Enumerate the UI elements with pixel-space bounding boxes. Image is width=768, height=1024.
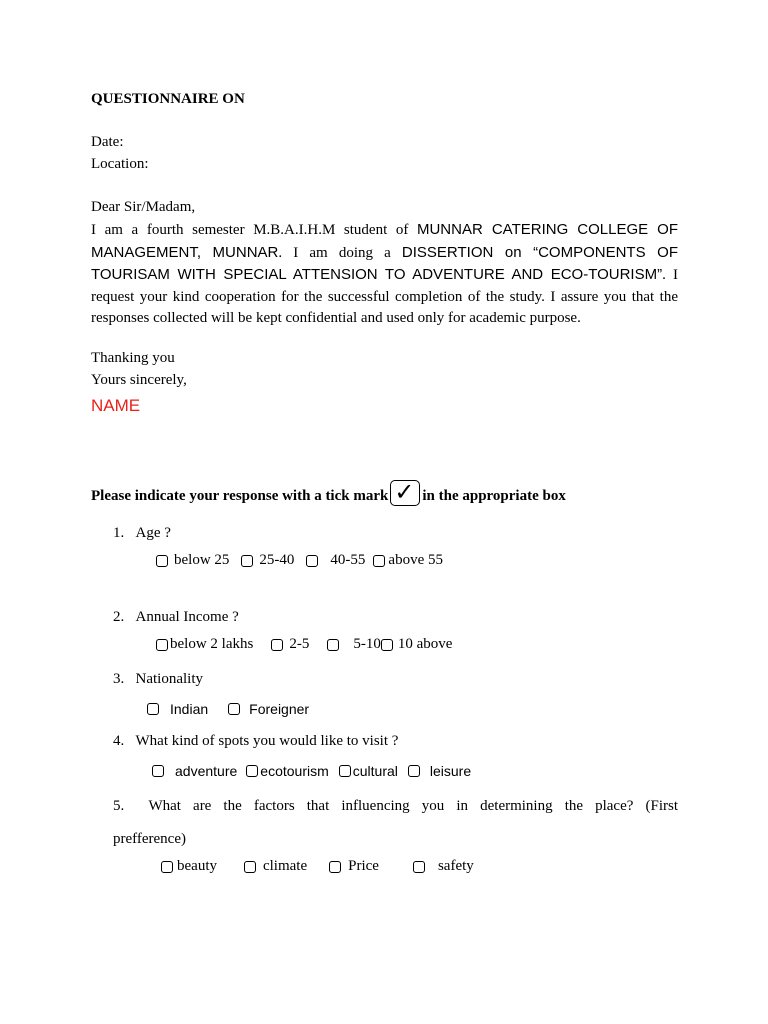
option-label: 40-55 <box>330 552 366 568</box>
question-1-options <box>156 552 443 569</box>
question-text: Nationality <box>135 671 203 687</box>
question-text: What are the factors that influencing you in determining the place? (First <box>148 798 679 814</box>
signature-name: NAME <box>91 396 141 415</box>
checkbox[interactable] <box>244 861 256 873</box>
question-2-options <box>156 636 452 653</box>
checkbox[interactable] <box>228 703 240 715</box>
option-adventure[interactable] <box>152 763 237 779</box>
check-icon: ✓ <box>394 478 415 506</box>
checkbox[interactable] <box>271 639 283 651</box>
option-label: 25-40 <box>259 552 295 568</box>
instructions-after: in the appropriate box <box>422 488 566 504</box>
option-label: Price <box>348 858 379 874</box>
option-label: 5-10 <box>353 636 381 652</box>
option-label: 10 above <box>397 636 453 652</box>
checkbox[interactable] <box>246 765 258 777</box>
option-label: cultural <box>352 763 398 779</box>
checkbox[interactable] <box>156 555 168 567</box>
checkbox[interactable] <box>241 555 253 567</box>
checkbox[interactable] <box>152 765 164 777</box>
question-text: Age ? <box>135 525 171 541</box>
option-price[interactable] <box>329 858 379 875</box>
question-text: Annual Income ? <box>135 609 239 625</box>
option-label: adventure <box>175 763 238 779</box>
college-name: MUNNAR CATERING COLLEGE OF MANAGEMENT, MUNNAR <box>91 221 679 261</box>
checkbox[interactable] <box>147 703 159 715</box>
letter-body <box>91 219 678 330</box>
question-number: 1. <box>113 525 125 541</box>
checkbox[interactable] <box>329 861 341 873</box>
checkbox[interactable] <box>306 555 318 567</box>
letter-text-1: I am a fourth semester M.B.A.I.H.M student of <box>91 222 417 238</box>
question-1 <box>113 525 171 542</box>
option-label: above 55 <box>388 552 443 568</box>
option-below-2-lakhs[interactable] <box>156 636 253 653</box>
question-number: 4. <box>113 733 125 749</box>
checkbox[interactable] <box>156 639 168 651</box>
date-label: Date: <box>91 134 124 150</box>
option-label: 2-5 <box>289 636 310 652</box>
option-2-5[interactable] <box>271 636 309 653</box>
option-beauty[interactable] <box>161 858 217 875</box>
option-label: safety <box>437 858 474 874</box>
question-3 <box>113 671 203 688</box>
option-label: Foreigner <box>249 701 310 717</box>
question-text: What kind of spots you would like to visit ? <box>135 733 399 749</box>
option-label: Indian <box>170 701 209 717</box>
question-4 <box>113 733 398 750</box>
question-number: 5. <box>113 798 125 814</box>
salutation: Dear Sir/Madam, <box>91 199 196 215</box>
question-4-options <box>152 763 471 779</box>
tick-mark-box <box>390 480 420 506</box>
option-label: leisure <box>429 763 472 779</box>
checkbox[interactable] <box>373 555 385 567</box>
checkbox[interactable] <box>413 861 425 873</box>
letter-text-3: . I request your kind cooperation for the successful completion of the study. I assure you that the responses collected will be kept confidential and used only for academic purpose. <box>91 267 679 327</box>
question-number: 2. <box>113 609 125 625</box>
option-label: below 25 <box>174 552 230 568</box>
option-label: below 2 lakhs <box>170 636 254 652</box>
question-5-options <box>161 858 474 875</box>
option-40-55[interactable] <box>306 552 365 569</box>
option-cultural[interactable] <box>339 763 398 779</box>
option-10-above[interactable] <box>381 636 453 653</box>
option-label: ecotourism <box>260 763 329 779</box>
option-above-55[interactable] <box>373 552 443 569</box>
location-label: Location: <box>91 156 149 172</box>
thanks-line: Thanking you <box>91 350 175 366</box>
letter-text-2: . I am doing a <box>278 244 402 261</box>
question-5-continued: prefference) <box>113 831 186 847</box>
option-25-40[interactable] <box>241 552 294 569</box>
checkbox[interactable] <box>339 765 351 777</box>
option-5-10[interactable] <box>327 636 381 653</box>
option-ecotourism[interactable] <box>246 763 328 779</box>
option-safety[interactable] <box>413 858 474 875</box>
option-label: beauty <box>177 858 217 874</box>
question-2 <box>113 609 239 626</box>
closing-line: Yours sincerely, <box>91 372 187 388</box>
checkbox[interactable] <box>381 639 393 651</box>
checkbox[interactable] <box>408 765 420 777</box>
question-5 <box>113 798 678 815</box>
instructions <box>91 480 566 506</box>
option-indian[interactable] <box>147 701 208 717</box>
option-foreigner[interactable] <box>228 701 309 717</box>
option-leisure[interactable] <box>408 763 471 779</box>
questionnaire-title: QUESTIONNAIRE ON <box>91 91 245 107</box>
checkbox[interactable] <box>161 861 173 873</box>
option-below-25[interactable] <box>156 552 229 569</box>
question-number: 3. <box>113 671 125 687</box>
dissertion-title: DISSERTION on “COMPONENTS OF TOURISAM WITH SPECIAL ATTENSION TO ADVENTURE AND ECO-TOURISM” <box>91 243 678 284</box>
option-climate[interactable] <box>244 858 307 875</box>
question-3-options <box>147 701 309 717</box>
instructions-before: Please indicate your response with a tick mark <box>91 488 389 504</box>
checkbox[interactable] <box>327 639 339 651</box>
option-label: climate <box>262 858 308 874</box>
